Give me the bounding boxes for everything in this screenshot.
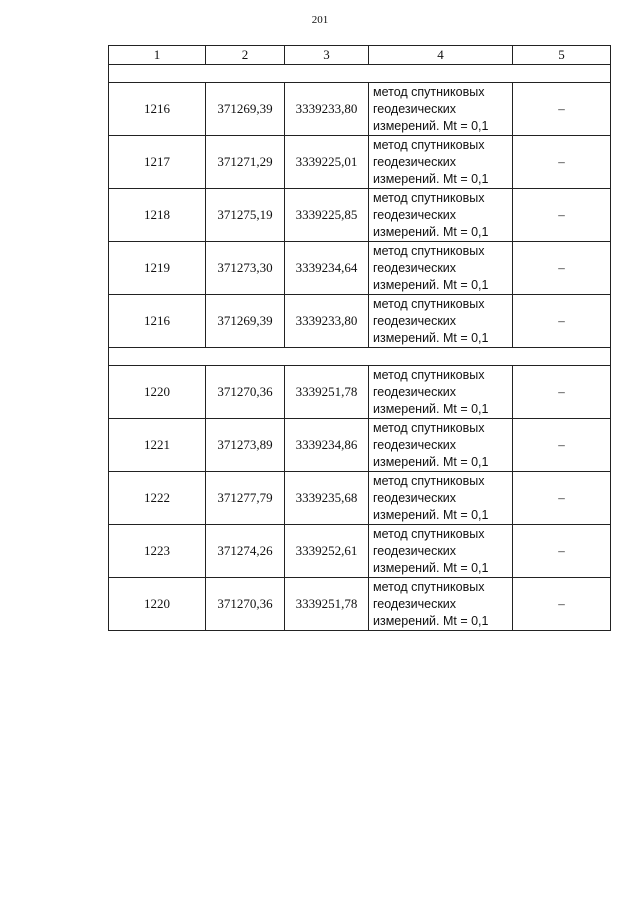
column-header: 5 [513, 46, 611, 65]
table-row [109, 136, 611, 189]
note-cell: – [513, 295, 611, 348]
coordinates-table [108, 45, 611, 631]
table-row [109, 242, 611, 295]
method-line: измерений. Mt = 0,1 [373, 560, 489, 575]
page-number: 201 [311, 14, 329, 26]
x-coordinate-cell: 371274,26 [206, 525, 285, 578]
method-cell [369, 525, 513, 578]
method-line: метод спутниковых [373, 243, 485, 258]
method-line: геодезических [373, 543, 457, 558]
method-line: измерений. Mt = 0,1 [373, 401, 489, 416]
method-line: измерений. Mt = 0,1 [373, 171, 489, 186]
method-line: измерений. Mt = 0,1 [373, 277, 489, 292]
note-cell: – [513, 419, 611, 472]
method-cell [369, 366, 513, 419]
point-number-cell: 1222 [109, 472, 206, 525]
x-coordinate-cell: 371270,36 [206, 578, 285, 631]
method-cell [369, 578, 513, 631]
method-line: измерений. Mt = 0,1 [373, 224, 489, 239]
method-line: измерений. Mt = 0,1 [373, 330, 489, 345]
method-line: метод спутниковых [373, 526, 485, 541]
y-coordinate-cell: 3339235,68 [285, 472, 369, 525]
table-row [109, 189, 611, 242]
column-header: 3 [285, 46, 369, 65]
method-line: геодезических [373, 313, 457, 328]
group-separator-cell [109, 65, 611, 83]
point-number-cell: 1220 [109, 578, 206, 631]
x-coordinate-cell: 371273,89 [206, 419, 285, 472]
x-coordinate-cell: 371273,30 [206, 242, 285, 295]
x-coordinate-cell: 371271,29 [206, 136, 285, 189]
point-number-cell: 1219 [109, 242, 206, 295]
method-cell [369, 189, 513, 242]
method-cell [369, 472, 513, 525]
method-line: геодезических [373, 384, 457, 399]
point-number-cell: 1216 [109, 83, 206, 136]
note-cell: – [513, 366, 611, 419]
table-row [109, 83, 611, 136]
method-line: геодезических [373, 437, 457, 452]
column-header: 2 [206, 46, 285, 65]
method-line: метод спутниковых [373, 84, 485, 99]
point-number-cell: 1221 [109, 419, 206, 472]
y-coordinate-cell: 3339225,85 [285, 189, 369, 242]
method-line: измерений. Mt = 0,1 [373, 613, 489, 628]
point-number-cell: 1216 [109, 295, 206, 348]
method-line: геодезических [373, 154, 457, 169]
note-cell: – [513, 578, 611, 631]
method-line: геодезических [373, 490, 457, 505]
point-number-cell: 1223 [109, 525, 206, 578]
method-line: геодезических [373, 101, 457, 116]
method-line: метод спутниковых [373, 367, 485, 382]
note-cell: – [513, 189, 611, 242]
y-coordinate-cell: 3339233,80 [285, 83, 369, 136]
method-cell [369, 419, 513, 472]
method-line: измерений. Mt = 0,1 [373, 507, 489, 522]
note-cell: – [513, 472, 611, 525]
x-coordinate-cell: 371275,19 [206, 189, 285, 242]
table-row [109, 295, 611, 348]
note-cell: – [513, 136, 611, 189]
table-row [109, 472, 611, 525]
method-line: метод спутниковых [373, 579, 485, 594]
table-row [109, 419, 611, 472]
y-coordinate-cell: 3339251,78 [285, 366, 369, 419]
y-coordinate-cell: 3339234,64 [285, 242, 369, 295]
group-separator-row [109, 348, 611, 366]
table-row [109, 525, 611, 578]
note-cell: – [513, 83, 611, 136]
y-coordinate-cell: 3339234,86 [285, 419, 369, 472]
note-cell: – [513, 242, 611, 295]
y-coordinate-cell: 3339251,78 [285, 578, 369, 631]
table-row [109, 366, 611, 419]
method-line: измерений. Mt = 0,1 [373, 454, 489, 469]
method-line: геодезических [373, 260, 457, 275]
table-row [109, 578, 611, 631]
method-line: метод спутниковых [373, 296, 485, 311]
table-header-row [109, 46, 611, 65]
y-coordinate-cell: 3339225,01 [285, 136, 369, 189]
y-coordinate-cell: 3339252,61 [285, 525, 369, 578]
method-cell [369, 242, 513, 295]
method-cell [369, 136, 513, 189]
y-coordinate-cell: 3339233,80 [285, 295, 369, 348]
method-line: геодезических [373, 596, 457, 611]
group-separator-cell [109, 348, 611, 366]
method-line: измерений. Mt = 0,1 [373, 118, 489, 133]
method-cell [369, 83, 513, 136]
column-header: 1 [109, 46, 206, 65]
table-body [109, 65, 611, 631]
method-line: метод спутниковых [373, 190, 485, 205]
method-line: метод спутниковых [373, 420, 485, 435]
method-line: геодезических [373, 207, 457, 222]
method-line: метод спутниковых [373, 473, 485, 488]
group-separator-row [109, 65, 611, 83]
note-cell: – [513, 525, 611, 578]
column-header: 4 [369, 46, 513, 65]
point-number-cell: 1220 [109, 366, 206, 419]
method-cell [369, 295, 513, 348]
x-coordinate-cell: 371270,36 [206, 366, 285, 419]
point-number-cell: 1218 [109, 189, 206, 242]
x-coordinate-cell: 371269,39 [206, 295, 285, 348]
x-coordinate-cell: 371269,39 [206, 83, 285, 136]
method-line: метод спутниковых [373, 137, 485, 152]
point-number-cell: 1217 [109, 136, 206, 189]
x-coordinate-cell: 371277,79 [206, 472, 285, 525]
